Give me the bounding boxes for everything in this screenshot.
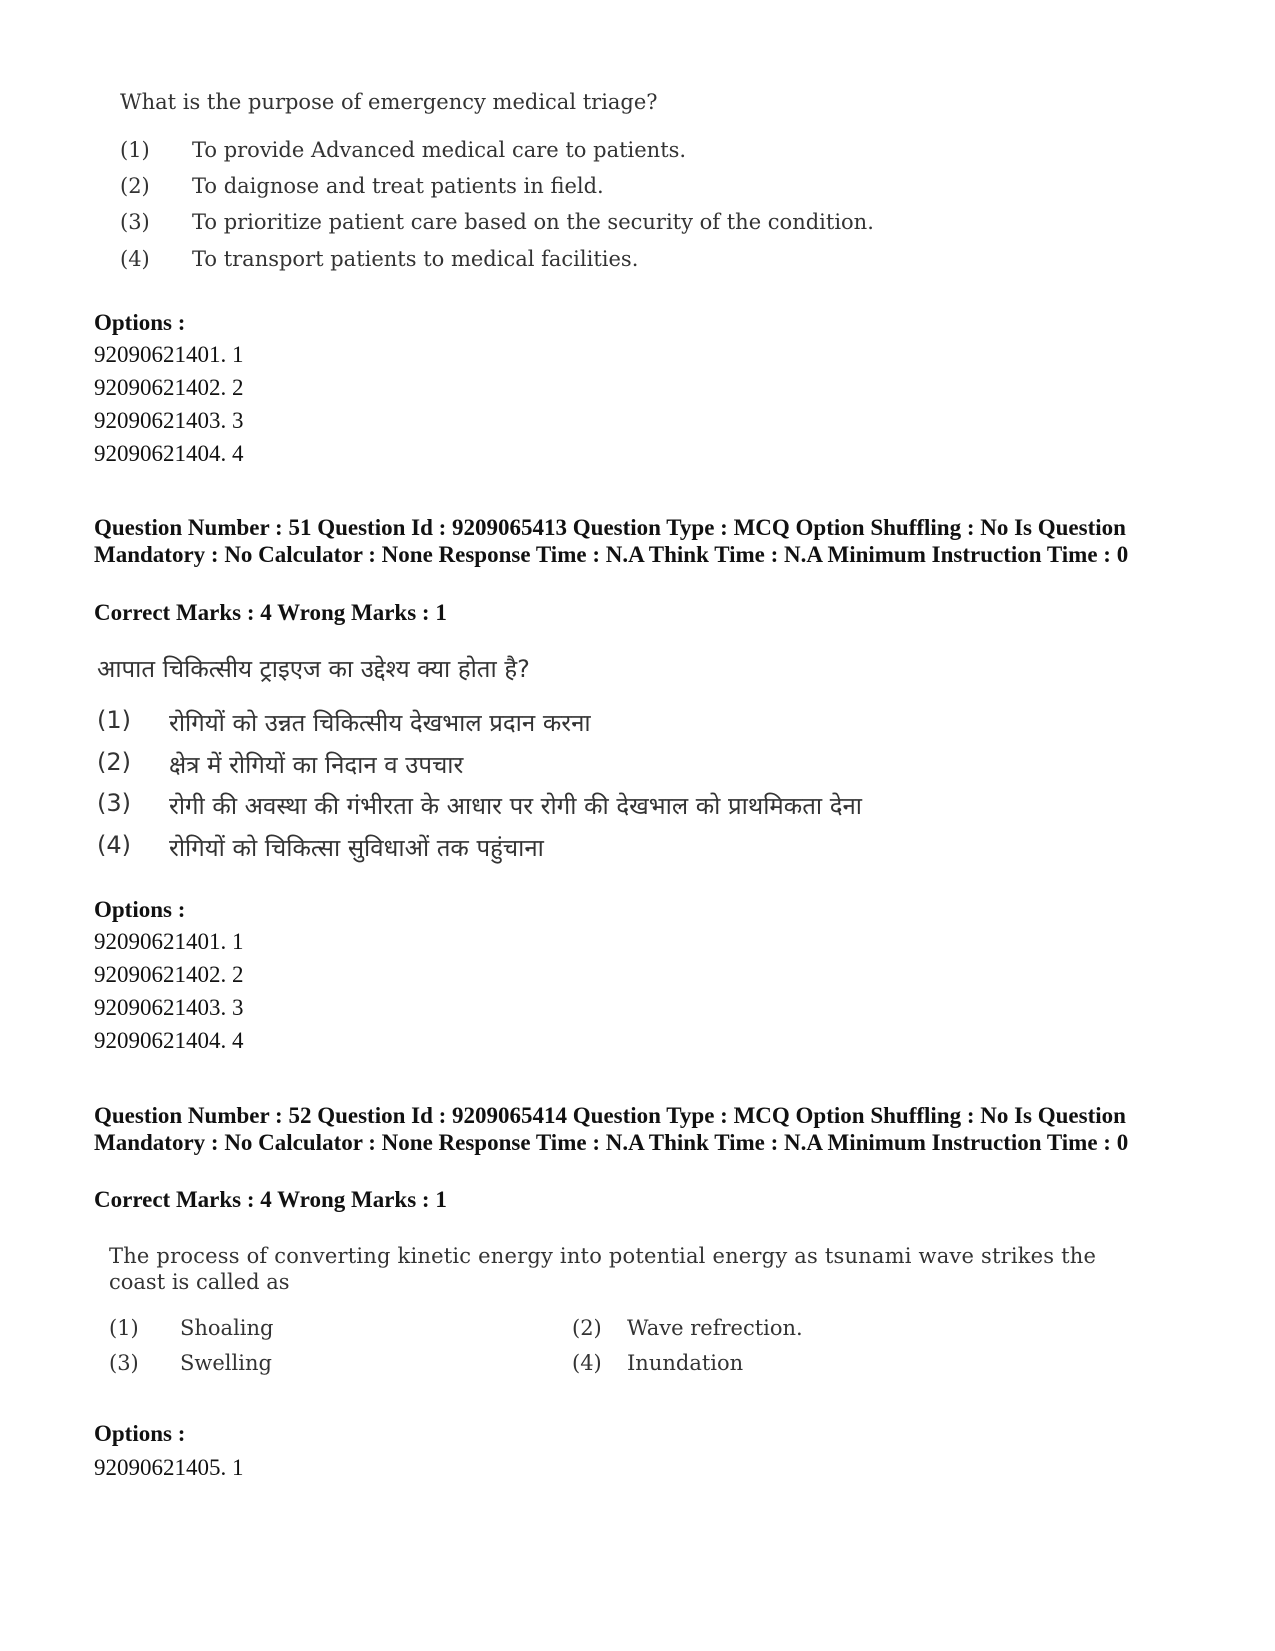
- q52-options-label: Options :: [94, 1421, 186, 1446]
- q52-option-3-text: Swelling: [180, 1351, 272, 1375]
- q51-options-label: Options :: [94, 897, 186, 922]
- q51-option-4-num: (4): [97, 831, 131, 859]
- q51-option-id: 92090621403. 3: [94, 995, 244, 1020]
- q50-option-3-text: To prioritize patient care based on the security of the condition.: [192, 210, 874, 234]
- q52-marks: Correct Marks : 4 Wrong Marks : 1: [94, 1187, 447, 1212]
- q52-option-4-num: (4): [572, 1351, 602, 1375]
- q50-option-2-num: (2): [120, 174, 150, 198]
- q50-option-id: 92090621402. 2: [94, 375, 244, 400]
- q50-option-3-num: (3): [120, 210, 150, 234]
- q51-option-3-num: (3): [97, 789, 131, 817]
- q51-option-2-num: (2): [97, 748, 131, 776]
- q51-option-id: 92090621401. 1: [94, 929, 244, 954]
- q50-option-1-num: (1): [120, 138, 150, 162]
- q50-option-4-text: To transport patients to medical facilities.: [192, 247, 639, 271]
- q52-prompt-line2: coast is called as: [109, 1270, 290, 1294]
- q51-option-1-num: (1): [97, 706, 131, 734]
- q50-option-id: 92090621403. 3: [94, 408, 244, 433]
- q52-option-1-num: (1): [109, 1316, 139, 1340]
- q52-question-block: [109, 1244, 1097, 1384]
- q52-option-1-text: Shoaling: [180, 1316, 274, 1340]
- q50-option-id-list: [94, 338, 244, 470]
- q51-option-1-text: रोगियों को उन्नत चिकित्सीय देखभाल प्रदान करना: [169, 709, 591, 737]
- q50-option-id: 92090621404. 4: [94, 441, 244, 466]
- q50-options-label: Options :: [94, 310, 186, 335]
- q50-question-block: [120, 90, 1020, 280]
- q51-question-block: [97, 652, 997, 862]
- q51-option-id: 92090621404. 4: [94, 1028, 244, 1053]
- q52-option-2-num: (2): [572, 1316, 602, 1340]
- q52-option-id-list: [94, 1451, 244, 1484]
- q52-option-3-num: (3): [109, 1351, 139, 1375]
- q51-meta: Question Number : 51 Question Id : 9209065413 Question Type : MCQ Option Shuffling : No Is Question Mandatory : No Calculator : None Response Time : N.A Think Time : N.A Minimum Instruction Time : 0: [94, 515, 1129, 567]
- q51-marks: Correct Marks : 4 Wrong Marks : 1: [94, 600, 447, 625]
- q51-option-id-list: [94, 925, 244, 1057]
- q51-prompt: आपात चिकित्सीय ट्राइएज का उद्देश्य क्या होता है?: [97, 655, 530, 683]
- q50-option-4-num: (4): [120, 247, 150, 271]
- q52-option-id: 92090621405. 1: [94, 1455, 244, 1480]
- q51-option-2-text: क्षेत्र में रोगियों का निदान व उपचार: [169, 751, 464, 779]
- q51-option-3-text: रोगी की अवस्था की गंभीरता के आधार पर रोगी की देखभाल को प्राथमिकता देना: [169, 792, 863, 820]
- q52-option-2-text: Wave refrection.: [627, 1316, 803, 1340]
- q51-option-4-text: रोगियों को चिकित्सा सुविधाओं तक पहुंचाना: [169, 834, 544, 862]
- q50-option-id: 92090621401. 1: [94, 342, 244, 367]
- q50-option-2-text: To daignose and treat patients in field.: [192, 174, 604, 198]
- q51-option-id: 92090621402. 2: [94, 962, 244, 987]
- q52-meta: Question Number : 52 Question Id : 9209065414 Question Type : MCQ Option Shuffling : No Is Question Mandatory : No Calculator : None Response Time : N.A Think Time : N.A Minimum Instruction Time : 0: [94, 1103, 1129, 1155]
- q50-prompt: What is the purpose of emergency medical triage?: [120, 90, 658, 114]
- q52-prompt-line1: The process of converting kinetic energy into potential energy as tsunami wave strikes the: [109, 1244, 1097, 1268]
- q50-option-1-text: To provide Advanced medical care to patients.: [192, 138, 687, 162]
- q52-option-4-text: Inundation: [627, 1351, 744, 1375]
